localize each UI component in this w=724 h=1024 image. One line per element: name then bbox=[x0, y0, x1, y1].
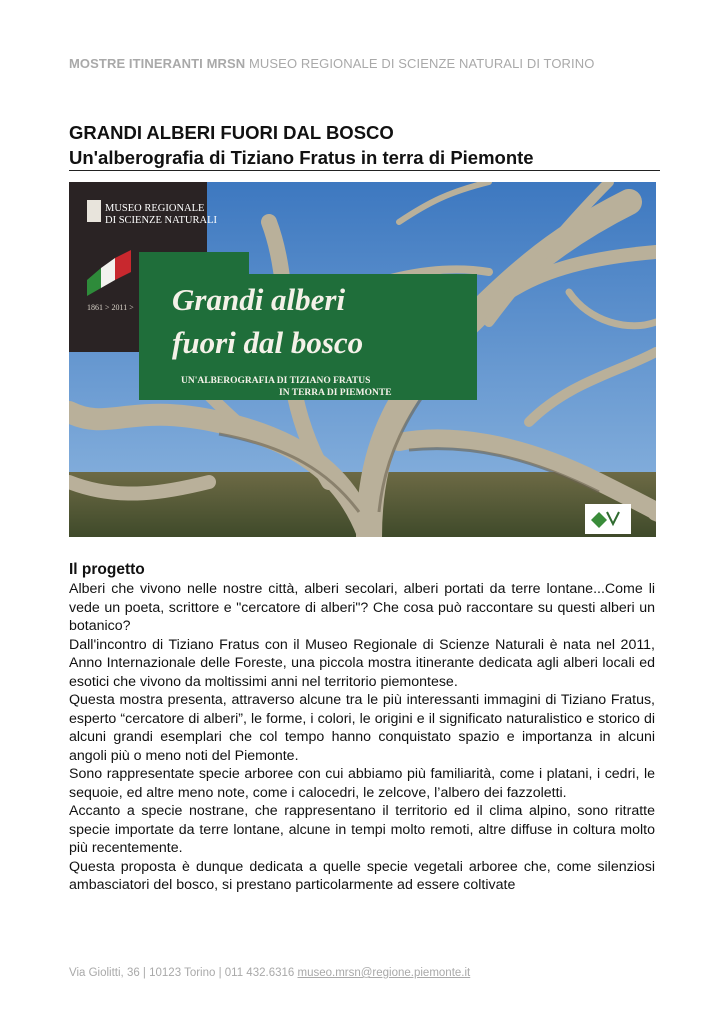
banner-caption-line1: UN'ALBEROGRAFIA DI TIZIANO FRATUS bbox=[181, 376, 371, 386]
paragraph: Sono rappresentate specie arboree con cui abbiamo più familiarità, come i platani, i cedri, le sequoie, ed altre meno note, come i calocedri, le zelcove, l’albero dei fazzoletti. bbox=[69, 766, 655, 801]
paragraph: Accanto a specie nostrane, che rappresentano il territorio ed il clima alpino, sono ritratte specie importate da terre lontane, alcune in tempi molto remoti, altre diffuse in coltura molto più recentemente. bbox=[69, 803, 655, 856]
title-divider bbox=[69, 170, 660, 171]
exhibition-banner bbox=[69, 182, 656, 537]
section-title: Il progetto bbox=[69, 561, 145, 578]
page-subtitle: Un'alberografia di Tiziano Fratus in terra di Piemonte bbox=[69, 147, 534, 168]
project-section bbox=[69, 560, 655, 895]
banner-caption-line2: IN TERRA DI PIEMONTE bbox=[279, 388, 392, 398]
banner-museum-line2: DI SCIENZE NATURALI bbox=[105, 215, 217, 226]
paragraph: Alberi che vivono nelle nostre città, alberi secolari, alberi portati da terre lontane...Come li vede un poeta, scrittore e "cercatore di alberi"? Che cosa può raccontare su questi alberi un botanico? bbox=[69, 581, 655, 634]
paragraph: Questa proposta è dunque dedicata a quelle specie vegetali arboree che, come silenziosi ambasciatori del bosco, si prestano particolarmente ad essere coltivate bbox=[69, 858, 655, 893]
header-org: MOSTRE ITINERANTI MRSN bbox=[69, 56, 246, 71]
banner-headline-line2: fuori dal bosco bbox=[172, 325, 364, 360]
footer-email-link[interactable]: museo.mrsn@regione.piemonte.it bbox=[297, 967, 471, 979]
header-museum: MUSEO REGIONALE DI SCIENZE NATURALI DI TORINO bbox=[248, 56, 595, 71]
museum-building-icon bbox=[87, 200, 101, 222]
banner-museum-line1: MUSEO REGIONALE bbox=[105, 203, 205, 214]
banner-headline-line1: Grandi alberi bbox=[172, 282, 346, 317]
page-footer bbox=[69, 967, 470, 979]
paragraph: Dall'incontro di Tiziano Fratus con il Museo Regionale di Scienze Naturali è nata nel 2011, Anno Internazionale delle Foreste, una piccola mostra itinerante dedicata agli alberi locali ed esotici che vivono da moltissimi anni nel territorio piemontese. bbox=[69, 636, 655, 690]
banner-dates: 1861 > 2011 > bbox=[87, 303, 134, 312]
footer-address: Via Giolitti, 36 | 10123 Torino | 011 432.6316 bbox=[69, 967, 298, 979]
title-block bbox=[69, 120, 659, 170]
regione-logo bbox=[585, 504, 631, 534]
banner-image bbox=[69, 182, 656, 537]
page-title: GRANDI ALBERI FUORI DAL BOSCO bbox=[69, 122, 394, 143]
paragraph: Questa mostra presenta, attraverso alcune tra le più interessanti immagini di Tiziano Fratus, esperto “cercatore di alberi”, le forme, i colori, le origini e il significato naturalistico e storico di alcuni grandi esemplari che col tempo hanno conquistato spazio e importanza in alcuni angoli più o meno noti del Piemonte. bbox=[69, 692, 655, 764]
page-header bbox=[69, 56, 669, 71]
